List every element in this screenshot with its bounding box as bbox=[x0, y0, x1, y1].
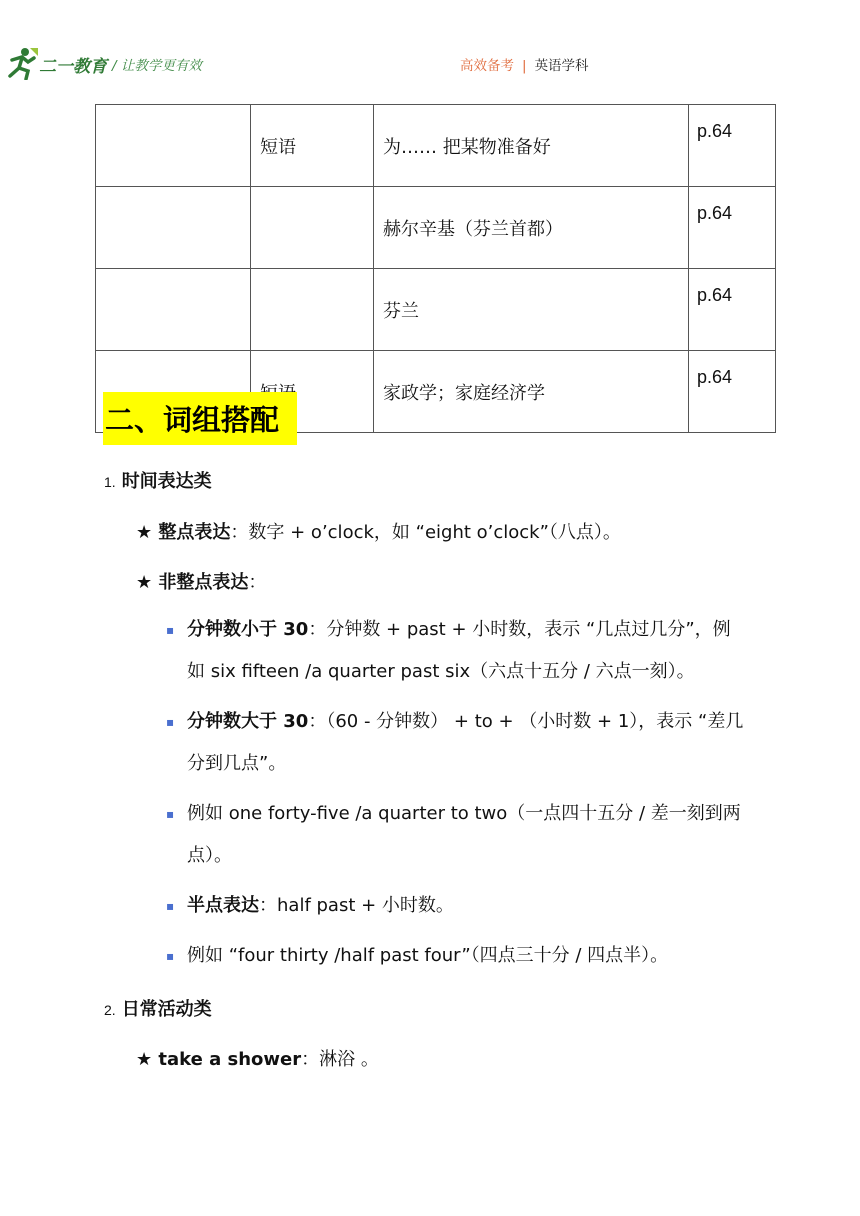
cell-page: p.64 bbox=[689, 105, 776, 187]
bullet-icon: ▪ bbox=[166, 899, 175, 913]
table-row bbox=[96, 269, 776, 351]
item-number: 1. bbox=[104, 474, 116, 490]
brand-slogan: / 让教学更有效 bbox=[112, 58, 202, 74]
table-row bbox=[96, 105, 776, 187]
cell-meaning: 芬兰 bbox=[374, 269, 689, 351]
bullet-bold: 半点表达 bbox=[187, 895, 259, 916]
table-row bbox=[96, 187, 776, 269]
cell-word bbox=[96, 269, 251, 351]
bullet-icon: ▪ bbox=[166, 807, 175, 821]
item-heading-1 bbox=[104, 467, 212, 493]
cell-meaning: 为…… 把某物准备好 bbox=[374, 105, 689, 187]
cell-meaning: 家政学；家庭经济学 bbox=[374, 351, 689, 433]
item-title: 日常活动类 bbox=[121, 999, 212, 1020]
bullet-text: ：half past + 小时数。 bbox=[259, 895, 454, 916]
cell-type: 短语 bbox=[251, 105, 374, 187]
list-item bbox=[166, 701, 746, 785]
header-right bbox=[460, 54, 589, 74]
cell-page: p.64 bbox=[689, 187, 776, 269]
item-number: 2. bbox=[104, 1002, 116, 1018]
star-label: ★ 整点表达 bbox=[136, 522, 231, 543]
bullet-bold: 分钟数大于 30 bbox=[187, 711, 309, 732]
list-item bbox=[166, 793, 746, 877]
runner-logo-icon bbox=[4, 46, 40, 80]
cell-word bbox=[96, 105, 251, 187]
star-label: ★ take a shower bbox=[136, 1049, 302, 1070]
item-heading-2 bbox=[104, 995, 212, 1021]
star-label: ★ 非整点表达 bbox=[136, 572, 249, 593]
cell-meaning: 赫尔辛基（芬兰首都） bbox=[374, 187, 689, 269]
star-text: ：数字 + o’clock，如 “eight o’clock”（八点）。 bbox=[230, 522, 621, 543]
bullet-bold: 分钟数小于 30 bbox=[187, 619, 309, 640]
star-point-non-whole-hour bbox=[136, 568, 266, 594]
bullet-text: 例如 “four thirty /half past four”（四点三十分 / 四点半）。 bbox=[187, 945, 669, 966]
list-item bbox=[166, 935, 746, 977]
header-subtitle: 高效备考 bbox=[460, 58, 514, 74]
star-text: ：淋浴 。 bbox=[301, 1049, 379, 1070]
brand-name: 二一教育 bbox=[39, 57, 107, 77]
page-header bbox=[0, 0, 860, 90]
star-point-whole-hour bbox=[136, 518, 621, 544]
bullet-icon: ▪ bbox=[166, 949, 175, 963]
cell-type bbox=[251, 187, 374, 269]
cell-page: p.64 bbox=[689, 269, 776, 351]
bullet-text: ：（60 - 分钟数） + to + （小时数 + 1），表示 “差几分到几点”。 bbox=[187, 711, 744, 774]
star-text: ： bbox=[248, 572, 267, 593]
cell-page: p.64 bbox=[689, 351, 776, 433]
list-item bbox=[166, 885, 746, 927]
bullet-icon: ▪ bbox=[166, 715, 175, 729]
section-title: 二、词组搭配 bbox=[103, 392, 297, 445]
list-item bbox=[166, 609, 746, 693]
bullet-icon: ▪ bbox=[166, 623, 175, 637]
vocab-table bbox=[95, 104, 776, 433]
header-subject: 英语学科 bbox=[534, 58, 589, 74]
cell-type bbox=[251, 269, 374, 351]
item-title: 时间表达类 bbox=[121, 471, 212, 492]
bullet-text: ：分钟数 + past + 小时数，表示 “几点过几分”，例如 six fifteen /a quarter past six（六点十五分 / 六点一刻）。 bbox=[187, 619, 731, 682]
bullet-text: 例如 one forty-five /a quarter to two（一点四十五分 / 差一刻到两点）。 bbox=[187, 803, 741, 866]
star-point-shower bbox=[136, 1045, 379, 1071]
cell-word bbox=[96, 187, 251, 269]
header-separator: | bbox=[522, 58, 527, 74]
